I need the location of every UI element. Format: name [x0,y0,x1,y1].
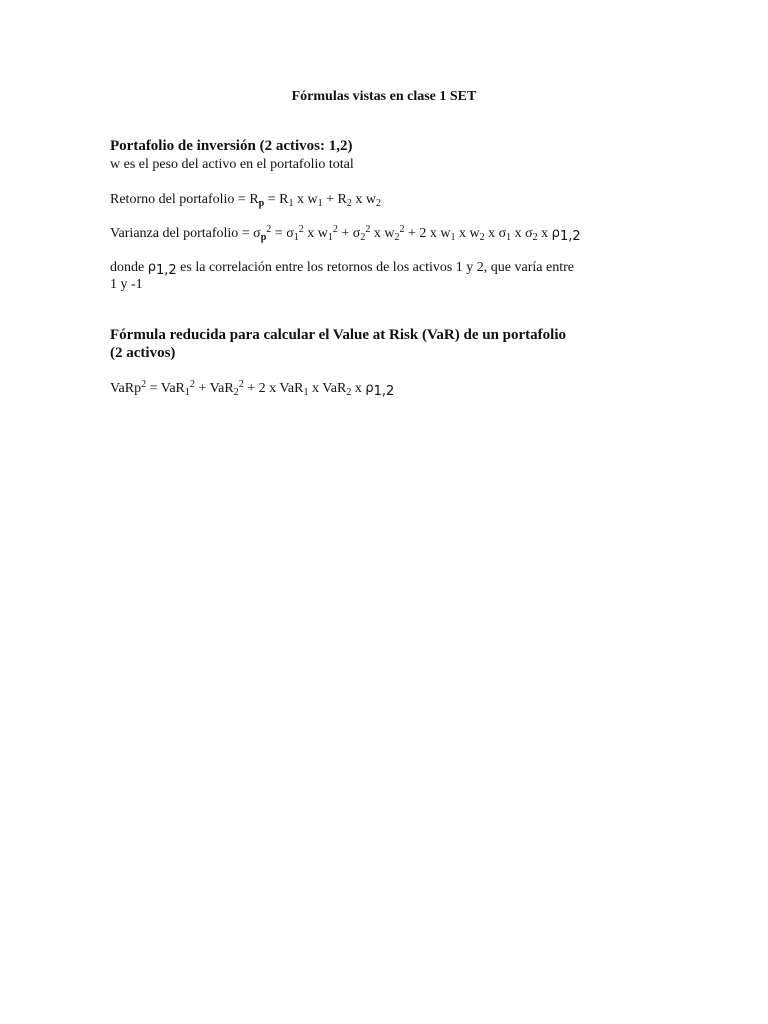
rho-symbol: ρ [365,381,374,396]
variance-formula: Varianza del portafolio = $\sigma_p^2 = \sigma_1^2$ x $w_1^2 + \sigma_2^2$ x $w_2^2 + 2$ x $w_1$ x $w_2$ x $\sigma_1$ x $\sigma_2$ x ρ1,2 [110,224,581,244]
formula-subscript: 1 [506,232,512,243]
return-formula [110,191,670,208]
formula-superscript: 2 [141,379,147,390]
formula-symbol: σ [286,226,294,241]
formula-superscript: 2 [365,224,371,235]
correlation-note-line2: 1 y -1 [110,277,143,292]
formula-subscript: 2 [360,232,366,243]
formula-subscript: p [260,232,267,243]
formula-subscript: 2 [346,198,352,209]
formula-subscript: 1 [450,232,456,243]
formula-subscript: p [258,198,265,209]
formula-subscript: 2 [479,232,485,243]
formula-subscript: 2 [346,387,352,398]
formula-superscript: 2 [266,224,272,235]
formula-symbol: VaR [160,381,185,396]
correlation-text: es la correlación entre los retornos de los activos 1 y 2, que varía entre [176,260,574,275]
formula-text: + R [322,192,347,207]
correlation-note-line1 [110,259,670,276]
formula-subscript: 1 [327,232,333,243]
formula-superscript: 2 [298,224,304,235]
formula-symbol: R [249,192,259,207]
formula-symbol: VaR [279,381,304,396]
formula-symbol: σ [352,226,361,241]
correlation-prefix: donde [110,260,148,275]
formula-superscript: 2 [238,379,244,390]
variance-label: Varianza del portafolio = [110,226,254,241]
formula-symbol: VaR [322,381,347,396]
formula-subscript: 1 [288,198,294,209]
formula-subscript: 2 [233,387,239,398]
formula-subscript: 1,2 [373,384,395,399]
page-title: Fórmulas vistas en clase 1 SET [291,89,477,104]
section-heading-portfolio: Portafolio de inversión (2 activos: 1,2) [110,138,353,154]
formula-superscript: 2 [189,379,195,390]
formula-subscript: 1,2 [155,263,177,278]
formula-symbol: VaR [209,381,234,396]
section-heading-var-line2: (2 activos) [110,345,176,361]
return-label: Retorno del portafolio = [110,192,250,207]
formula-symbol: σ [253,226,261,241]
formula-subscript: 1 [293,232,299,243]
formula-subscript: 2 [532,232,538,243]
formula-subscript: 2 [375,198,381,209]
formula-superscript: 2 [399,224,405,235]
formula-subscript: 1,2 [559,229,581,244]
formula-text: = R [264,192,289,207]
section-heading-var-line1: Fórmula reducida para calcular el Value at Risk (VaR) de un portafolio [110,327,566,343]
formula-subscript: 1 [184,387,190,398]
formula-superscript: 2 [332,224,338,235]
formula-text: x w [351,192,376,207]
formula-text: x w [293,192,318,207]
formula-symbol: σ [498,226,507,241]
rho-symbol: ρ [147,260,156,275]
weight-note: w es el peso del activo en el portafolio total [110,157,354,172]
formula-symbol: VaRp [110,381,142,396]
formula-subscript: 1 [317,198,323,209]
formula-subscript: 2 [394,232,400,243]
rho-symbol: ρ [551,226,560,241]
formula-subscript: 1 [303,387,309,398]
var-formula: VaRp$^2$ = VaR$_1^2$ + VaR$_2^2$ + 2 x VaR$_1$ x VaR$_2$ x ρ1,2 [110,379,395,399]
formula-symbol: σ [525,226,533,241]
